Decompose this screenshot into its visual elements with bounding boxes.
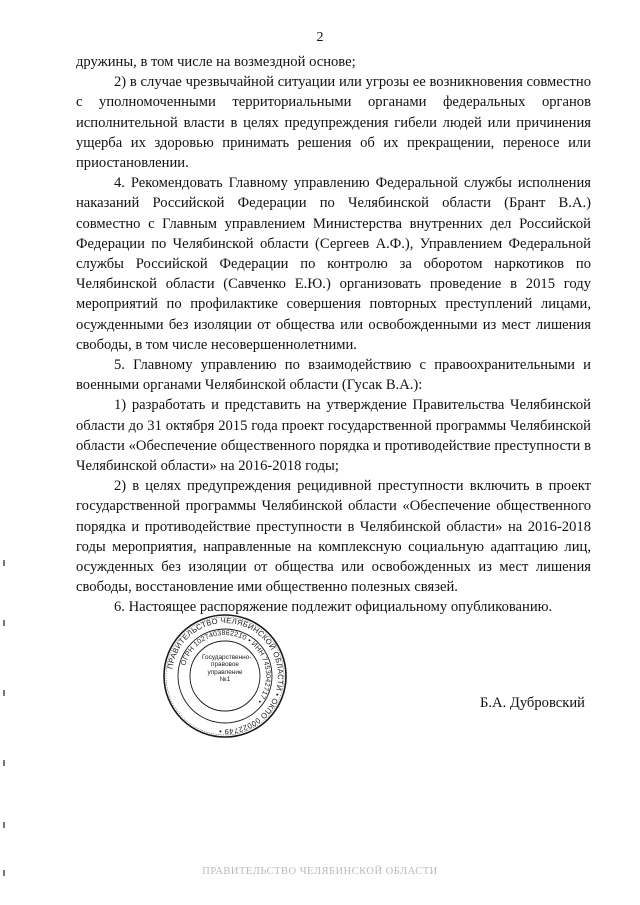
seal-center-line: Государственно- xyxy=(202,654,252,661)
page-number: 2 xyxy=(316,30,324,45)
paragraph-item-6: 6. Настоящее распоряжение подлежит официальному опубликованию. xyxy=(114,599,553,616)
paragraph-item-5-2: 2) в целях предупреждения рецидивной преступности включить в проект государственной программы Челябинской области «Обеспечение общественного порядка и противодействие преступности в Челябинской области» на 2016-2018 годы мероприятия, направленные на комплексную социальную адаптацию лиц, осужденных без изоляции от общества или освобожденных из мест лишения свободы, восстановление ими общественно полезных связей. xyxy=(76,478,591,596)
signatory-name: Б.А. Дубровский xyxy=(480,695,585,711)
footer-watermark: ПРАВИТЕЛЬСТВО ЧЕЛЯБИНСКОЙ ОБЛАСТИ xyxy=(202,866,438,877)
seal-center-line: управление xyxy=(207,668,243,676)
seal-center-line: правовое xyxy=(211,661,239,669)
seal-inner-text: ОГРН 1027403862210 • ИНН 7453042717 • xyxy=(180,629,272,705)
paragraph-item-3-2: 2) в случае чрезвычайной ситуации или угрозы ее возникновения совместно с уполномоченными территориальными органами федеральных органов исполнительной власти в целях предупреждения гибели людей или причинения ущерба их здоровью принимать решения об их прекращении, переносе или приостановлении. xyxy=(76,74,591,172)
paragraph-item-5: 5. Главному управлению по взаимодействию с правоохранительными и военными органами Челябинской области (Гусак В.А.): xyxy=(76,357,591,394)
paragraph-continuation: дружины, в том числе на возмездной основе; xyxy=(76,54,356,70)
scan-margin-marks xyxy=(3,560,6,880)
seal-center-line: №1 xyxy=(219,676,231,684)
seal-outer-text: ПРАВИТЕЛЬСТВО ЧЕЛЯБИНСКОЙ ОБЛАСТИ • ОКПО 00022749 • xyxy=(165,615,286,737)
document-body xyxy=(76,52,591,618)
paragraph-item-5-1: 1) разработать и представить на утверждение Правительства Челябинской области до 31 октября 2015 года проект государственной программы Челябинской области «Обеспечение общественного порядка и противодействие преступности в Челябинской области» на 2016-2018 годы; xyxy=(76,397,591,475)
official-seal xyxy=(162,613,288,739)
seal-center-text xyxy=(202,654,252,684)
paragraph-item-4: 4. Рекомендовать Главному управлению Федеральной службы исполнения наказаний Российской Федерации по Челябинской области (Брант В.А.) совместно с Главным управлением Министерства внутренних дел Российской Федерации по Челябинской области (Сергеев А.Ф.), Управлением Федеральной службы Российской Федерации по контролю за оборотом наркотиков по Челябинской области (Савченко Е.Ю.) организовать проведение в 2015 году мероприятий по профилактике совершения повторных преступлений лицами, осужденными без изоляции от общества или освобожденными из мест лишения свободы, в том числе несовершеннолетними. xyxy=(76,175,591,353)
